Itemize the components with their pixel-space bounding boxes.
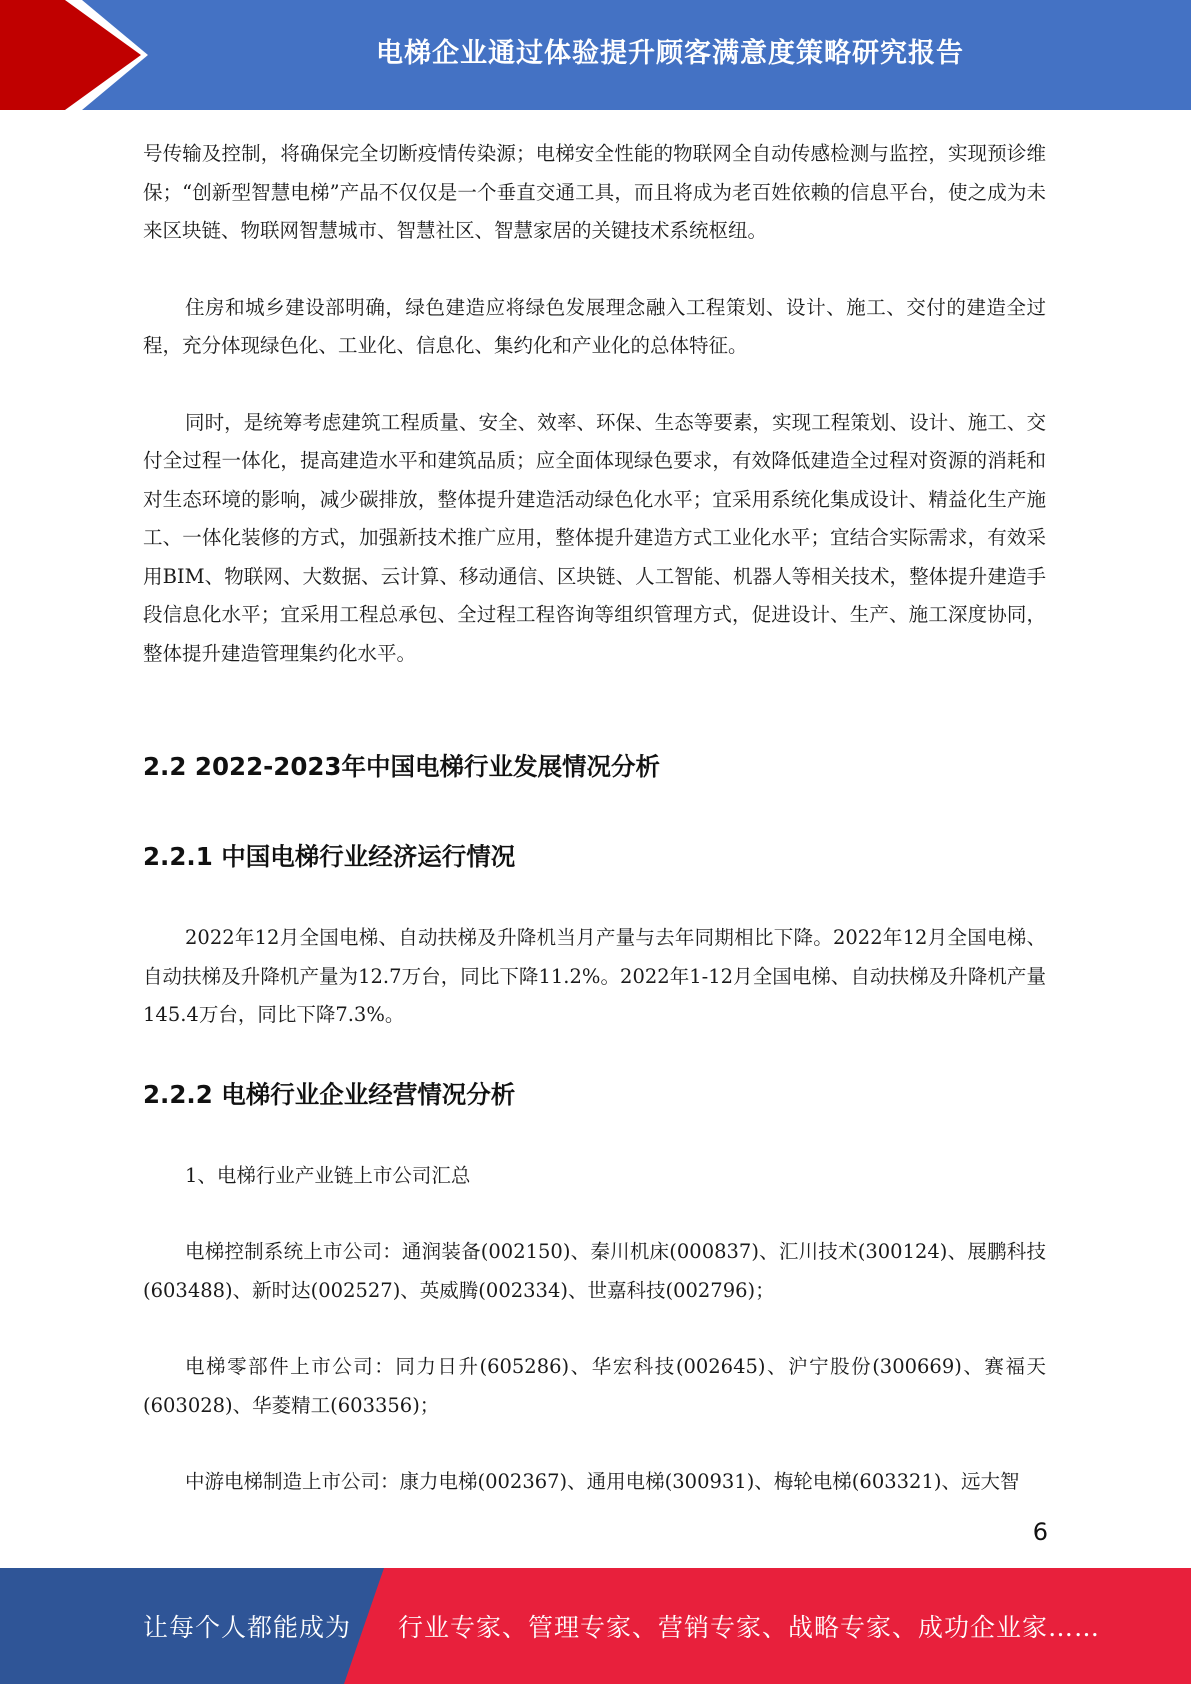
page-footer — [0, 1568, 1191, 1684]
paragraph: 1、电梯行业产业链上市公司汇总 — [185, 1163, 471, 1187]
paragraph: 电梯控制系统上市公司：通润装备(002150)、秦川机床(000837)、汇川技术(300124)、展鹏科技(603488)、新时达(002527)、英威腾(002334)、世嘉科技(002796)； — [143, 1240, 1046, 1302]
subsection-heading: 2.2.2 电梯行业企业经营情况分析 — [143, 1079, 516, 1109]
footer-slogan-left: 让每个人都能成为 — [143, 1613, 352, 1642]
paragraph: 同时，是统筹考虑建筑工程质量、安全、效率、环保、生态等要素，实现工程策划、设计、施工、交付全过程一体化，提高建造水平和建筑品质；应全面体现绿色要求，有效降低建造全过程对资源的消耗和对生态环境的影响，减少碳排放，整体提升建造活动绿色化水平；宜采用系统化集成设计、精益化生产施工、一体化装修的方式，加强新技术推广应用，整体提升建造方式工业化水平；宜结合实际需求，有效采用BIM、物联网、大数据、云计算、移动通信、区块链、人工智能、机器人等相关技术，整体提升建造手段信息化水平；宜采用工程总承包、全过程工程咨询等组织管理方式，促进设计、生产、施工深度协同，整体提升建造管理集约化水平。 — [143, 410, 1046, 665]
paragraph: 住房和城乡建设部明确，绿色建造应将绿色发展理念融入工程策划、设计、施工、交付的建造全过程，充分体现绿色化、工业化、信息化、集约化和产业化的总体特征。 — [143, 295, 1046, 357]
section-heading: 2.2 2022-2023年中国电梯行业发展情况分析 — [143, 752, 660, 781]
paragraph: 号传输及控制，将确保完全切断疫情传染源；电梯安全性能的物联网全自动传感检测与监控，实现预诊维保；“创新型智慧电梯”产品不仅仅是一个垂直交通工具，而且将成为老百姓依赖的信息平台，使之成为未来区块链、物联网智慧城市、智慧社区、智慧家居的关键技术系统枢纽。 — [143, 142, 1046, 242]
paragraph: 2022年12月全国电梯、自动扶梯及升降机当月产量与去年同期相比下降。2022年12月全国电梯、自动扶梯及升降机产量为12.7万台，同比下降11.2%。2022年1-12月全国电梯、自动扶梯及升降机产量145.4万台，同比下降7.3%。 — [143, 926, 1046, 1026]
paragraph: 电梯零部件上市公司：同力日升(605286)、华宏科技(002645)、沪宁股份(300669)、赛福天(603028)、华菱精工(603356)； — [143, 1355, 1046, 1417]
page-number: 6 — [1032, 1518, 1048, 1546]
header-title: 电梯企业通过体验提升顾客满意度策略研究报告 — [376, 37, 964, 69]
subsection-heading: 2.2.1 中国电梯行业经济运行情况 — [143, 842, 516, 871]
paragraph: 中游电梯制造上市公司：康力电梯(002367)、通用电梯(300931)、梅轮电梯(603321)、远大智 — [185, 1470, 1020, 1493]
document-body — [143, 135, 1046, 1502]
page-header — [0, 0, 1191, 110]
footer-slogan-right: 行业专家、管理专家、营销专家、战略专家、成功企业家…… — [398, 1613, 1101, 1642]
